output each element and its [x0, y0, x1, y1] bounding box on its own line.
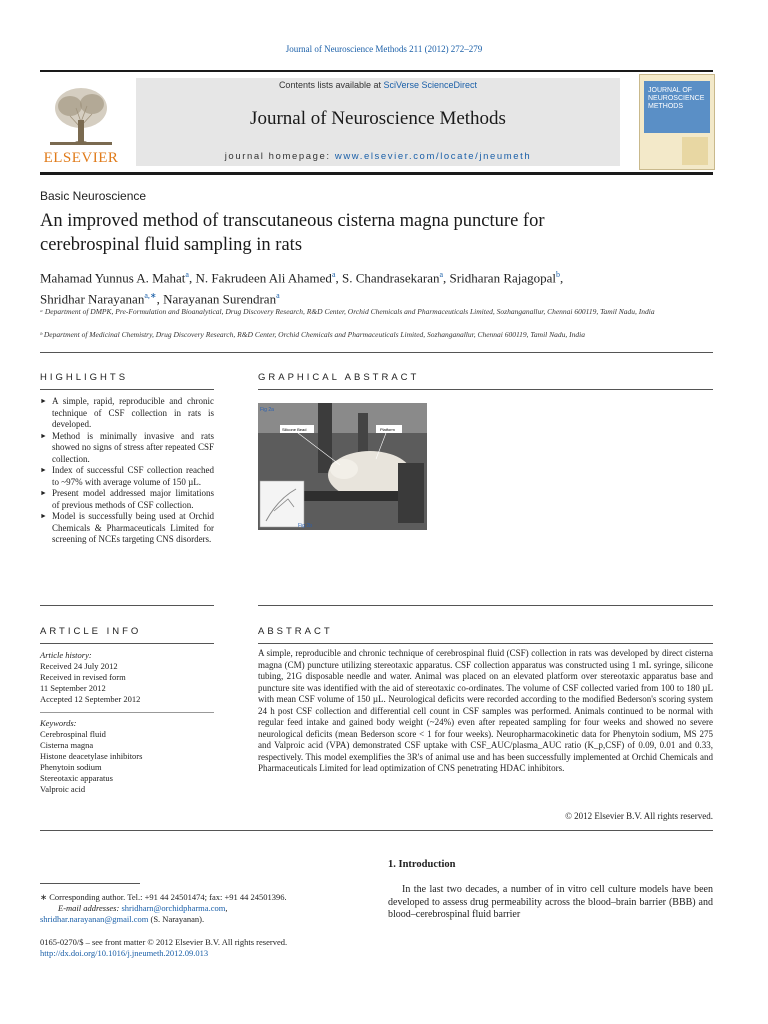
graphical-abstract-figure[interactable]	[258, 403, 427, 530]
contents-prefix: Contents lists available at	[278, 80, 384, 90]
author-affil-mark[interactable]: a	[185, 270, 189, 279]
title-line-2: cerebrospinal fluid sampling in rats	[40, 235, 303, 255]
abstract-heading: ABSTRACT	[258, 626, 333, 637]
highlights-heading: HIGHLIGHTS	[40, 372, 129, 383]
keyword: Cerebrospinal fluid	[40, 729, 106, 739]
author-affil-mark[interactable]: a	[276, 291, 280, 301]
introduction-heading: 1. Introduction	[388, 859, 456, 870]
history-label: Article history:	[40, 650, 92, 660]
highlight-item: ► Method is minimally invasive and rats showed no signs of stress after repeated CSF collection.	[40, 431, 214, 466]
author-name: Sridharan Rajagopal	[449, 270, 557, 286]
abstract-text: A simple, reproducible and chronic technique of cerebrospinal fluid (CSF) collection in rats was developed by direct cisterna magna (CM) puncture utilizing stereotaxic apparatus. CSF collection apparatus was constructed using 1 mL syringe, silicone tubing, 21G disposable needle and water. Animal was placed on an elevated platform over stereotaxic apparatus base and puncture site was identified with the aid of stereotaxic co-ordinates. The volume of CSF collected varied from 100 to 180 µL with mean CSF volume of 150 µL. Neurological deficits were recorded according to the modified Bederson's scoring system 24 h post CSF collection and differential cell count in CSF samples was performed. Animals continued to be normal with regular feed intake and gained body weight (~24%) even after repeated sampling for four weeks and showed no severe neurological deficits (mean Bederson score < 1 for four weeks). Neuropharmacokinetic data for Phenytoin sodium, MS 275 and Valproic acid (VPA) demonstrated CSF uptake with CSF_AUC/plasma_AUC ratio (K_p,CSF) of 0.09, 0.01 and 0.33, respectively. This model exemplifies the 3R's of animal use and has been successfully implemented at Orchid Chemicals and Pharmaceuticals Limited for lead optimization of CNS penetrating HDAC inhibitors.	[258, 648, 713, 773]
author-affil-mark[interactable]: a,∗	[144, 291, 157, 301]
publisher-name: ELSEVIER	[43, 150, 119, 166]
cover-emblem	[682, 137, 708, 165]
contents-line	[136, 80, 620, 90]
keyword: Phenytoin sodium	[40, 762, 102, 772]
footnote-rule	[40, 883, 140, 884]
graphical-abstract-heading: GRAPHICAL ABSTRACT	[258, 372, 420, 383]
affiliation-a: ᵃ Department of DMPK, Pre-Formulation and Bioanalytical, Drug Discovery Research, R&D Center, Orchid Chemicals and Pharmaceuticals Limited, Sozhanganallur, Chennai 600119, Tamil Nadu, India	[40, 307, 655, 316]
sciencedirect-link[interactable]: SciVerse ScienceDirect	[383, 80, 478, 90]
highlight-item: ► Index of successful CSF collection reached to ~97% with average volume of 150 µL.	[40, 465, 214, 488]
highlights-rule	[40, 389, 214, 390]
figure-label-bottom: Fig 2b	[298, 523, 312, 529]
corresponding-author: ∗ Corresponding author. Tel.: +91 44 24501474; fax: +91 44 24501396.	[40, 892, 287, 902]
history-line: Accepted 12 September 2012	[40, 694, 141, 704]
article-title	[40, 209, 730, 257]
keyword: Cisterna magna	[40, 740, 94, 750]
keywords-label: Keywords:	[40, 718, 77, 728]
graphical-abstract-rule	[258, 389, 713, 390]
article-info-rule	[40, 643, 214, 644]
article-section: Basic Neuroscience	[40, 189, 147, 203]
history-line: Received in revised form	[40, 672, 126, 682]
header-bottom-rule	[40, 172, 713, 175]
figure-label-platform: Platform	[380, 427, 395, 432]
affiliation-rule	[40, 352, 713, 353]
author-affil-mark[interactable]: a	[439, 270, 444, 279]
affiliation-b: ᵇ Department of Medicinal Chemistry, Drug Discovery Research, R&D Center, Orchid Chemicals and Pharmaceuticals Limited, Sozhanganallur, Chennai 600119, Tamil Nadu, India	[40, 330, 585, 339]
cover-title: JOURNAL OF NEUROSCIENCE METHODS	[648, 87, 705, 110]
highlights-bottom-rule	[40, 605, 214, 606]
doi-link[interactable]: http://dx.doi.org/10.1016/j.jneumeth.2012.09.013	[40, 948, 209, 958]
email-line-2	[40, 914, 360, 925]
journal-title: Journal of Neuroscience Methods	[250, 108, 506, 129]
issn-line: 0165-0270/$ – see front matter © 2012 Elsevier B.V. All rights reserved.	[40, 937, 288, 947]
history-line: 11 September 2012	[40, 683, 106, 693]
author-name: Narayanan Surendran	[163, 291, 277, 307]
abstract-rule	[258, 643, 713, 644]
figure-label-top: Fig 2a	[260, 407, 274, 413]
issn-block	[40, 937, 360, 959]
journal-homepage	[136, 151, 620, 162]
author-name: Mahamad Yunnus A. Mahat	[40, 270, 186, 286]
figure-photo	[258, 403, 427, 530]
author-affil-mark[interactable]: a	[331, 270, 336, 279]
journal-citation[interactable]: Journal of Neuroscience Methods 211 (2012) 272–279	[285, 44, 483, 54]
introduction-text: In the last two decades, a number of in vitro cell culture models have been developed to assess drug permeability across the blood–brain barrier (BBB) and blood–cerebrospinal fluid barrier	[388, 884, 713, 920]
author-name: Shridhar Narayanan	[40, 291, 145, 307]
keyword: Stereotaxic apparatus	[40, 773, 113, 783]
figure-label-bead: Silicone Bead	[282, 427, 307, 432]
author-affil-mark[interactable]: b	[556, 270, 561, 279]
homepage-link[interactable]: www.elsevier.com/locate/jneumeth	[334, 151, 532, 162]
author-name: N. Fakrudeen Ali Ahamed	[195, 270, 332, 286]
header-top-rule	[40, 70, 713, 72]
copyright-notice: © 2012 Elsevier B.V. All rights reserved.	[565, 811, 713, 821]
title-line-1: An improved method of transcutaneous cisterna magna puncture for	[40, 211, 545, 231]
email-link-2[interactable]: shridhar.narayanan@gmail.com	[40, 914, 149, 924]
highlight-item: ► Present model addressed major limitations of previous methods of CSF collection.	[40, 488, 214, 511]
homepage-prefix: journal homepage:	[224, 151, 335, 162]
email-link-1[interactable]: shridharn@orchidpharma.com	[121, 903, 226, 913]
author-name: S. Chandrasekaran	[342, 270, 440, 286]
email-suffix: (S. Narayanan).	[148, 914, 205, 924]
article-info	[40, 650, 220, 795]
keyword: Valproic acid	[40, 784, 86, 794]
history-line: Received 24 July 2012	[40, 661, 118, 671]
highlight-item: ► Model is successfully being used at Orchid Chemicals & Pharmaceuticals Limited for screening of NCEs targeting CNS disorders.	[40, 511, 214, 546]
email-line: E-mail addresses: shridharn@orchidpharma.com,	[58, 903, 228, 913]
journal-cover-image	[639, 74, 715, 170]
email-label: E-mail addresses:	[58, 903, 122, 913]
keywords-rule	[40, 712, 214, 713]
article-info-heading: ARTICLE INFO	[40, 626, 142, 637]
abstract-bottom-rule	[40, 830, 713, 831]
highlight-item: ► A simple, rapid, reproducible and chronic technique of CSF collection in rats is developed.	[40, 396, 214, 431]
keyword: Histone deacetylase inhibitors	[40, 751, 143, 761]
author-list: Mahamad Yunnus A. Mahat$^a$, N. Fakrudeen Ali Ahamed$^a$, S. Chandrasekaran$^a$, Sridharan Rajagopal$^b$, Shridhar Narayanan$^{a,∗}$, Narayanan Surendran$^a$	[40, 270, 564, 307]
highlights-list	[40, 396, 214, 546]
graphical-abstract-bottom-rule	[258, 605, 713, 606]
footnote	[40, 892, 360, 925]
